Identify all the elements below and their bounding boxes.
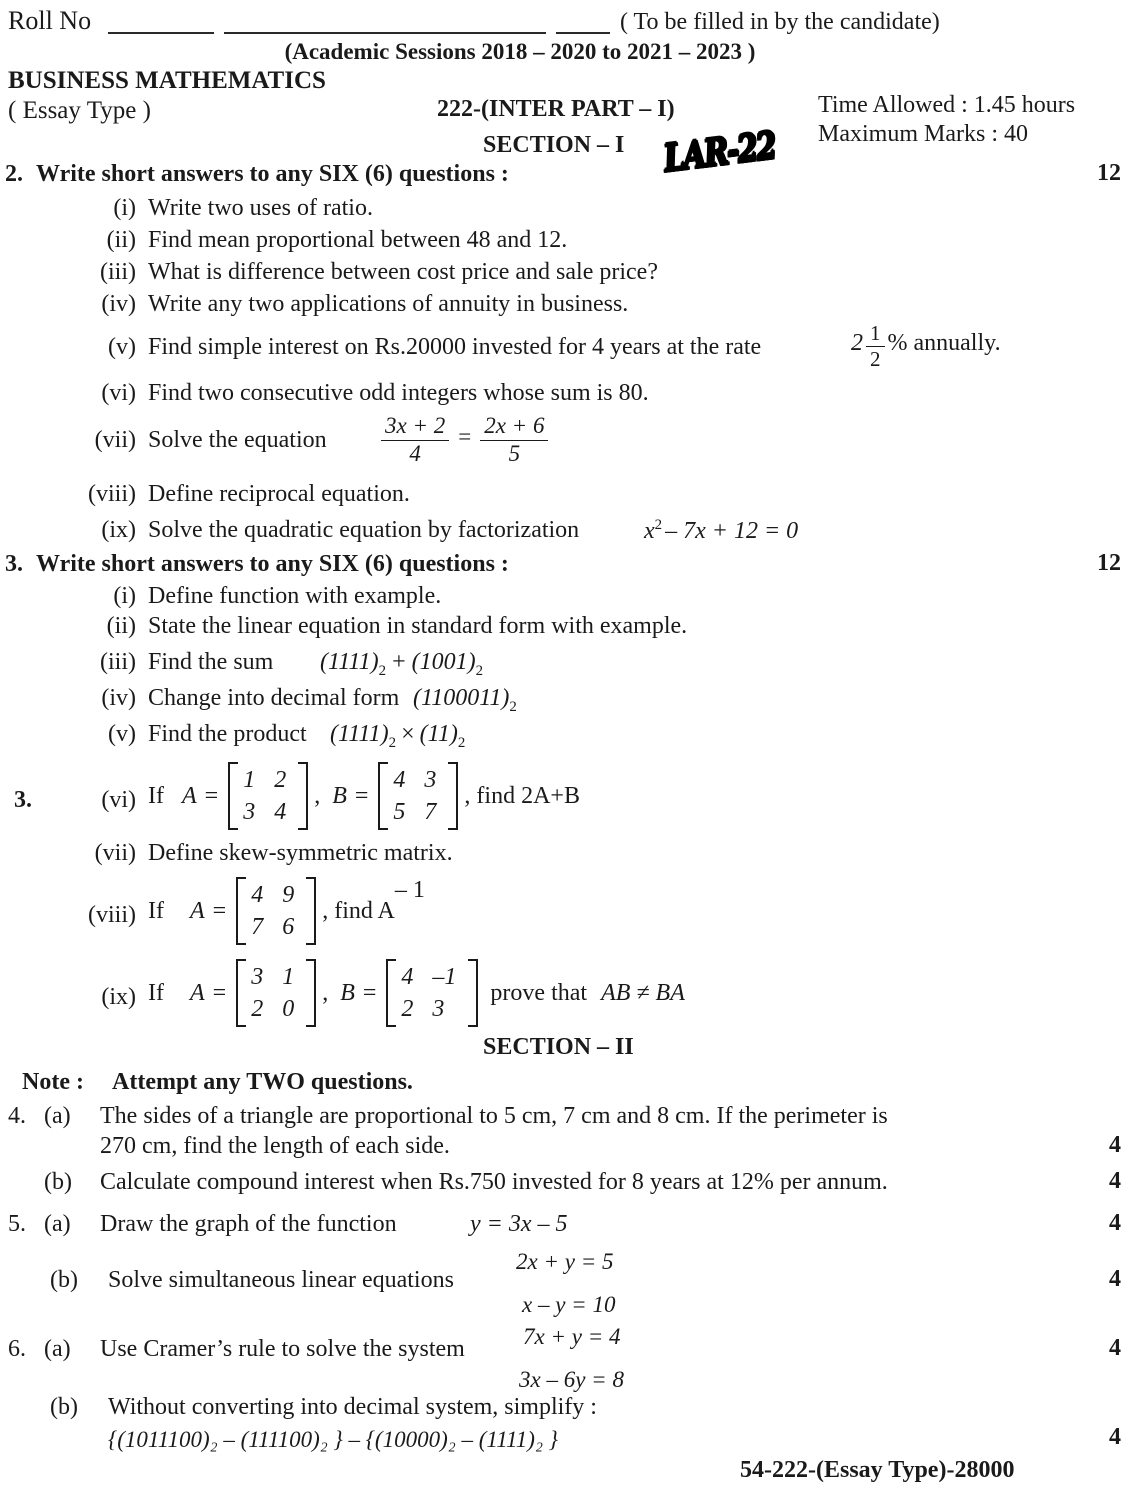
q5-part-a-label: (a)	[44, 1211, 71, 1237]
equals-sign-2: =	[362, 979, 377, 1006]
q4-part-a-line1: The sides of a triangle are proportional to 5 cm, 7 cm and 8 cm. If the perimeter is	[100, 1103, 888, 1129]
matrix-separator: ,	[314, 782, 321, 809]
quadratic-exponent: 2	[654, 517, 663, 533]
roll-no-note: ( To be filled in by the candidate)	[620, 9, 940, 35]
q3-item-ii-label: (ii)	[106, 613, 136, 639]
q2-item-vii-equation	[378, 414, 551, 467]
q5-equation-1: 2x + y = 5	[516, 1249, 614, 1274]
q2-item-vii-label: (vii)	[94, 427, 136, 453]
q6-part-a-text: Use Cramer’s rule to solve the system	[100, 1336, 465, 1362]
rhs-fraction	[480, 414, 548, 467]
q3-item-iv-label: (iv)	[101, 685, 136, 711]
binary-value-base: 2	[509, 698, 517, 715]
equals-sign: =	[204, 782, 219, 809]
fraction-denominator: 2	[870, 346, 881, 371]
subject-title: BUSINESS MATHEMATICS	[8, 67, 326, 94]
if-keyword: If	[148, 782, 164, 809]
q5-part-b-marks: 4	[1109, 1266, 1121, 1292]
matrix-cell: 2	[401, 996, 414, 1022]
q2-item-v-mixed-fraction	[851, 322, 1001, 370]
matrix-cell: 9	[282, 882, 295, 908]
q3-item-v-text: Find the product	[148, 721, 307, 747]
binary-operator: +	[392, 649, 406, 675]
matrix-cell: 6	[282, 914, 295, 940]
q2-stem: Write short answers to any SIX (6) questions :	[36, 161, 509, 187]
matrix-separator: ,	[322, 979, 329, 1006]
binary-a-base: 2	[388, 734, 397, 751]
q3-item-ix-expression	[148, 959, 685, 1027]
binary-b: (1001)	[411, 649, 476, 675]
matrix-a-label: A	[189, 979, 205, 1006]
matrix-cell: 4	[251, 882, 264, 908]
q3-item-i-text: Define function with example.	[148, 583, 442, 609]
roll-no-blank-1[interactable]	[108, 32, 214, 34]
q3-item-ix-conclusion: AB ≠ BA	[601, 979, 685, 1006]
lhs-fraction	[381, 414, 449, 467]
q2-item-iv-text: Write any two applications of annuity in business.	[148, 291, 629, 317]
q5-part-a-marks: 4	[1109, 1210, 1121, 1236]
matrix-b-label: B	[340, 979, 355, 1006]
q6-equation-2: 3x – 6y = 8	[519, 1366, 624, 1392]
section-2-note-label: Note :	[22, 1069, 84, 1095]
if-keyword: If	[148, 897, 164, 924]
q2-item-iv-label: (iv)	[101, 291, 136, 317]
matrix-cell: 4	[401, 964, 414, 990]
q2-item-i-label: (i)	[113, 195, 136, 221]
roll-no-label: Roll No	[8, 6, 92, 35]
q2-item-iii-text: What is difference between cost price and sale price?	[148, 259, 658, 285]
paper-type: ( Essay Type )	[8, 97, 151, 124]
q5-equation-2: x – y = 10	[522, 1291, 616, 1317]
binary-b-base: 2	[475, 662, 484, 679]
lhs-numerator: 3x + 2	[381, 414, 449, 441]
q3-item-v-label: (v)	[108, 721, 136, 747]
matrix-a	[228, 762, 308, 830]
q3-item-ix-instruction: prove that	[490, 979, 588, 1006]
section-2-note-text: Attempt any TWO questions.	[112, 1069, 413, 1095]
q6-part-a-marks: 4	[1109, 1335, 1121, 1361]
maximum-marks: Maximum Marks : 40	[818, 121, 1028, 147]
q6-part-a-system	[519, 1316, 624, 1401]
q6-part-b-marks: 4	[1109, 1424, 1121, 1450]
matrix-cell: 4	[274, 799, 287, 825]
q2-item-ii-text: Find mean proportional between 48 and 12.	[148, 227, 568, 253]
matrix-a-label: A	[189, 897, 205, 924]
q3-item-iv-expression	[413, 686, 517, 715]
equals-sign-2: =	[354, 782, 369, 809]
q2-item-ii-label: (ii)	[106, 227, 136, 253]
matrix-a	[236, 959, 316, 1027]
q3-stem: Write short answers to any SIX (6) questions :	[36, 551, 509, 577]
q3-item-iv-text: Change into decimal form	[148, 685, 400, 711]
q2-item-v-text-after: % annually.	[887, 329, 1001, 356]
q2-item-vii-text: Solve the equation	[148, 427, 327, 453]
q4-part-b-line1: Calculate compound interest when Rs.750 invested for 8 years at 12% per annum.	[100, 1169, 888, 1195]
q5-part-a-equation: y = 3x – 5	[470, 1211, 568, 1237]
handwritten-annotation: LAR-22	[661, 124, 778, 182]
q4-part-b-marks: 4	[1109, 1168, 1121, 1194]
matrix-cell: 3	[243, 799, 256, 825]
q3-number: 3.	[5, 551, 23, 577]
matrix-b	[378, 762, 458, 830]
matrix-a-label: A	[181, 782, 197, 809]
quadratic-base: x	[644, 518, 655, 544]
q2-item-ix-text: Solve the quadratic equation by factorization	[148, 517, 580, 543]
matrix-cell: 7	[424, 799, 437, 825]
q6-part-b-expression: {(1011100)₂ – (111100)₂ } – {(10000)₂ – (1111)₂ }	[108, 1427, 558, 1452]
matrix-b-label: B	[332, 782, 347, 809]
q3-item-v-expression	[330, 722, 465, 751]
quadratic-rest: – 7x + 12 = 0	[665, 518, 799, 544]
q2-item-viii-label: (viii)	[88, 481, 136, 507]
matrix-cell: 5	[393, 799, 406, 825]
q5-number: 5.	[8, 1211, 26, 1237]
equals-sign: =	[212, 897, 227, 924]
q6-part-b-line1: Without converting into decimal system, simplify :	[108, 1394, 597, 1420]
if-keyword: If	[148, 979, 164, 1006]
q3-item-vi-expression	[148, 762, 580, 830]
q2-item-ix-label: (ix)	[101, 517, 136, 543]
binary-a-base: 2	[378, 662, 387, 679]
fraction-numerator: 1	[866, 322, 885, 347]
q3-item-viii-instruction: , find A	[322, 897, 395, 924]
binary-operator: ×	[401, 721, 415, 747]
binary-a: (1111)	[320, 649, 379, 675]
q6-equation-1: 7x + y = 4	[523, 1324, 621, 1349]
equals-sign: =	[212, 979, 227, 1006]
section-2-title: SECTION – II	[483, 1034, 634, 1060]
paper-code: 222-(INTER PART – I)	[437, 96, 675, 122]
matrix-cell: 0	[282, 996, 295, 1022]
q3-item-iii-label: (iii)	[100, 649, 136, 675]
q2-item-i-text: Write two uses of ratio.	[148, 195, 373, 221]
binary-b: (11)	[419, 721, 458, 747]
mixed-whole: 2	[851, 329, 863, 356]
roll-no-blank-2[interactable]	[224, 32, 546, 34]
binary-b-base: 2	[457, 734, 466, 751]
q4-part-a-line2: 270 cm, find the length of each side.	[100, 1133, 450, 1159]
q2-item-v-text-before: Find simple interest on Rs.20000 invested for 4 years at the rate	[148, 334, 762, 360]
q4-part-a-marks: 4	[1109, 1132, 1121, 1158]
q3-item-ix-label: (ix)	[101, 984, 136, 1010]
binary-value: (1100011)	[413, 685, 510, 711]
q2-item-vi-label: (vi)	[101, 380, 136, 406]
q2-marks: 12	[1097, 160, 1121, 186]
matrix-cell: 2	[251, 996, 264, 1022]
q3-item-vii-text: Define skew-symmetric matrix.	[148, 840, 453, 866]
matrix-cell: 4	[393, 767, 406, 793]
q3-item-ii-text: State the linear equation in standard form with example.	[148, 613, 688, 639]
q2-item-vi-text: Find two consecutive odd integers whose sum is 80.	[148, 380, 649, 406]
q3-item-viii-expression	[148, 877, 425, 945]
matrix-cell: 1	[243, 767, 256, 793]
q3-item-iii-expression	[320, 650, 483, 679]
binary-a: (1111)	[330, 721, 389, 747]
q5-part-b-label: (b)	[50, 1267, 78, 1293]
matrix-cell: 2	[274, 767, 287, 793]
q5-part-a-text: Draw the graph of the function	[100, 1211, 397, 1237]
matrix-cell: –1	[432, 964, 457, 990]
matrix-cell: 1	[282, 964, 295, 990]
q2-item-v-label: (v)	[108, 334, 136, 360]
roll-no-blank-3[interactable]	[556, 32, 610, 34]
q3-repeat-number: 3.	[14, 787, 32, 813]
q6-part-a-label: (a)	[44, 1336, 71, 1362]
equals-sign: =	[458, 424, 472, 449]
section-1-title: SECTION – I	[483, 132, 625, 158]
q3-item-vi-instruction: , find 2A+B	[464, 782, 580, 809]
matrix-cell: 3	[424, 767, 437, 793]
q2-item-viii-text: Define reciprocal equation.	[148, 481, 410, 507]
matrix-b	[386, 959, 478, 1027]
matrix-cell: 7	[251, 914, 264, 940]
footer-code: 54-222-(Essay Type)-28000	[740, 1457, 1015, 1483]
q3-item-viii-label: (viii)	[88, 902, 136, 928]
q3-item-iii-text: Find the sum	[148, 649, 274, 675]
rhs-denominator: 5	[508, 440, 521, 466]
q4-part-a-label: (a)	[44, 1103, 71, 1129]
q2-item-ix-equation	[644, 518, 798, 543]
q3-item-vii-label: (vii)	[94, 840, 136, 866]
lhs-denominator: 4	[409, 440, 421, 466]
q3-marks: 12	[1097, 550, 1121, 576]
rhs-numerator: 2x + 6	[480, 414, 548, 441]
q4-part-b-label: (b)	[44, 1169, 72, 1195]
q5-part-b-system	[516, 1241, 615, 1326]
inverse-exponent: – 1	[394, 877, 425, 903]
q2-item-iii-label: (iii)	[100, 259, 136, 285]
mixed-fraction	[866, 322, 885, 370]
q2-number: 2.	[5, 161, 23, 187]
academic-sessions: (Academic Sessions 2018 – 2020 to 2021 – 2023 )	[284, 39, 756, 64]
q3-item-vi-label: (vi)	[101, 787, 136, 813]
q6-part-b-label: (b)	[50, 1394, 78, 1420]
matrix-cell: 3	[432, 996, 445, 1022]
matrix-cell: 3	[251, 964, 264, 990]
time-allowed: Time Allowed : 1.45 hours	[818, 92, 1076, 118]
q5-part-b-text: Solve simultaneous linear equations	[108, 1267, 454, 1293]
q4-number: 4.	[8, 1103, 26, 1129]
q6-number: 6.	[8, 1336, 26, 1362]
q3-item-i-label: (i)	[113, 583, 136, 609]
matrix-a	[236, 877, 316, 945]
